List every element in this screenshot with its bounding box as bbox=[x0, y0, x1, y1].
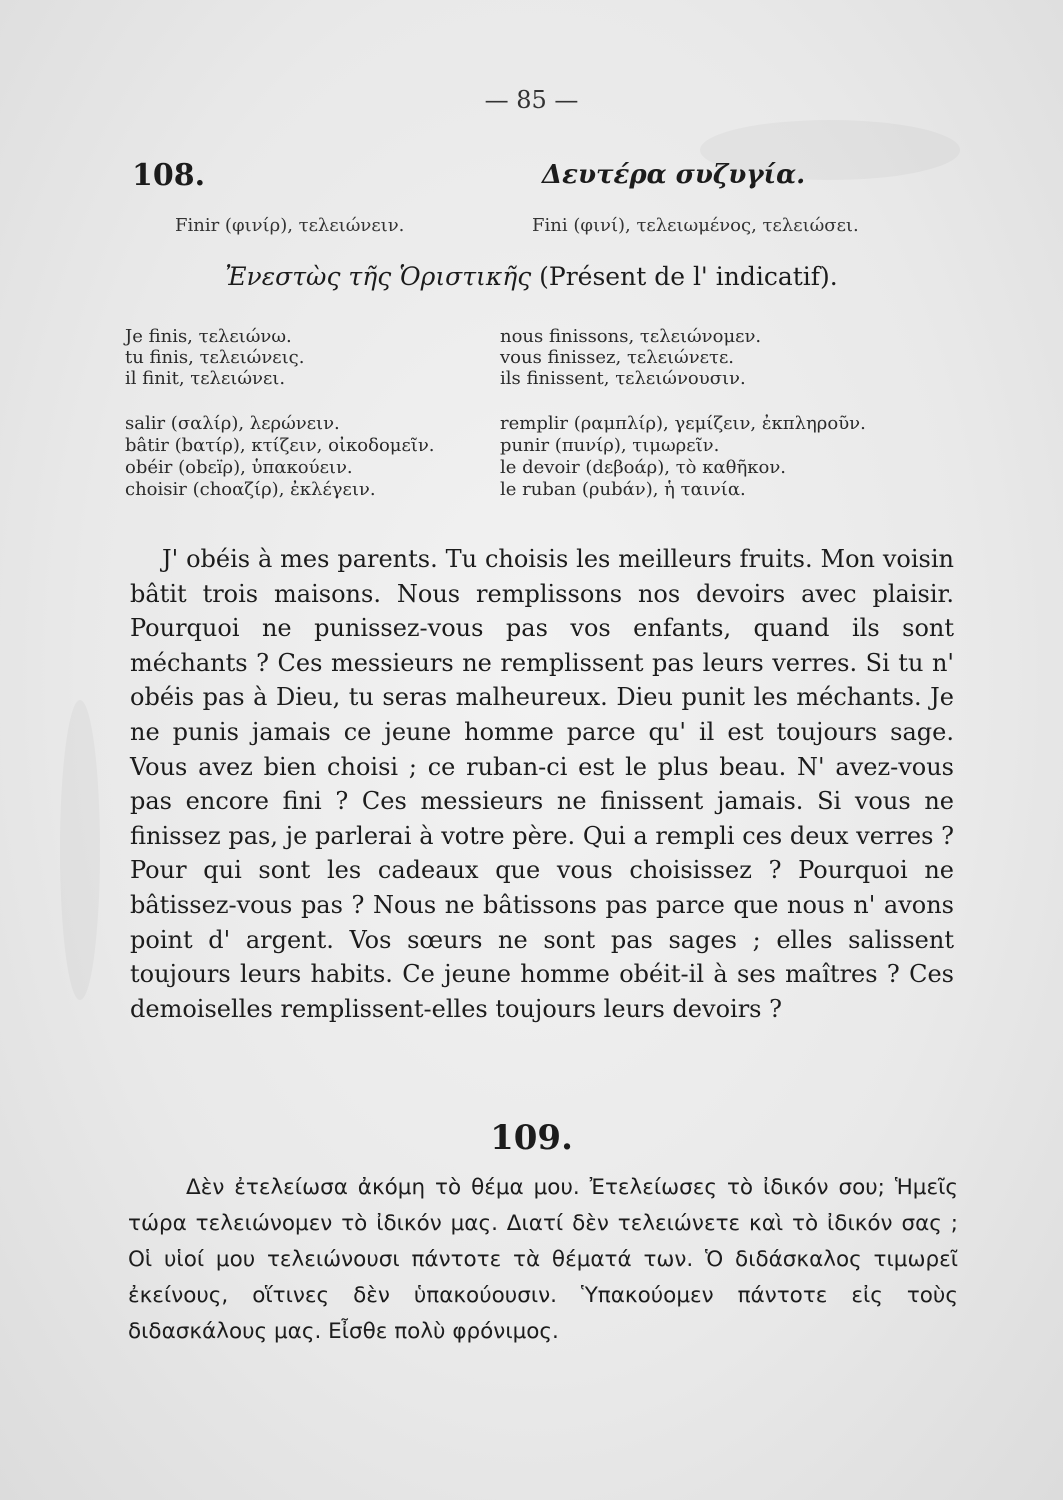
vocab-entry: le ruban (ρubάν), ἡ ταινία. bbox=[500, 479, 746, 500]
page-number: — 85 — bbox=[484, 86, 579, 114]
section-number-109: 109. bbox=[490, 1118, 573, 1158]
conjugation-line: tu finis, τελειώνεις. bbox=[125, 347, 305, 368]
section-title: Δευτέρα συζυγία. bbox=[542, 160, 806, 190]
tense-greek: Ἐνεστὼς τῆς Ὁριστικῆς bbox=[225, 262, 532, 291]
exercise-paragraph: J' obéis à mes parents. Tu choisis les meilleurs fruits. Mon voisin bâtit trois maisons. Nous remplissons nos devoirs avec plaisir. Pourquoi ne punissez-vous pas vos enfants, quand ils sont méchants ? Ces messieurs ne remplissent pas leurs verres. Si tu n' obéis pas à Dieu, tu seras malheureux. Dieu punit les méchants. Je ne punis jamais ce jeune homme parce qu' il est toujours sage. Vous avez bien choisi ; ce ruban-ci est le plus beau. N' avez-vous pas encore fini ? Ces messieurs ne finissent jamais. Si vous ne finissez pas, je parlerai à votre père. Qui a rempli ces deux verres ? Pour qui sont les cadeaux que vous choisissez ? Pourquoi ne bâtissez-vous pas ? Nous ne bâtissons pas parce que nous n' avons point d' argent. Vos sœurs ne sont pas sages ; elles salissent toujours leurs habits. Ce jeune homme obéit-il à ses maîtres ? Ces demoiselles remplissent-elles toujours leurs devoirs ? bbox=[130, 545, 954, 1023]
participle: Fini (φινί), τελειωμένος, τελειώσει. bbox=[532, 215, 859, 236]
vocab-entry: salir (σαλίρ), λερώνειν. bbox=[125, 413, 340, 434]
tense-heading bbox=[0, 262, 1063, 291]
vocab-entry: bâtir (bατίρ), κτίζειν, οἰκοδομεῖν. bbox=[125, 435, 435, 456]
conjugation-line: il finit, τελειώνει. bbox=[125, 368, 286, 389]
section-number: 108. bbox=[132, 158, 206, 193]
greek-paragraph: Δὲν ἐτελείωσα ἀκόμη τὸ θέμα μου. Ἐτελείωσες τὸ ἰδικόν σου; Ἡμεῖς τώρα τελειώνομεν τὸ ἰδικόν μας. Διατί δὲν τελειώνετε καὶ τὸ ἰδικόν σας ; Οἱ υἱοί μου τελειώνουσι πάντοτε τὰ θέματά των. Ὁ διδάσκαλος τιμωρεῖ ἐκείνους, οἵτινες δὲν ὑπακούουσιν. Ὑπακούομεν πάντοτε εἰς τοὺς διδασκάλους μας. Εἶσθε πολὺ φρόνιμος. bbox=[128, 1175, 958, 1344]
conjugation-line: vous finissez, τελειώνετε. bbox=[500, 347, 734, 368]
greek-exercise bbox=[128, 1170, 958, 1350]
infinitive: Finir (φινίρ), τελειώνειν. bbox=[175, 215, 405, 236]
conjugation-line: Je finis, τελειώνω. bbox=[125, 326, 292, 347]
vocab-entry: le devoir (dεβοάρ), τὸ καθῆκον. bbox=[500, 457, 787, 478]
vocab-entry: obéir (obεїρ), ὑπακούειν. bbox=[125, 457, 353, 478]
vocab-entry: punir (πuνίρ), τιμωρεῖν. bbox=[500, 435, 720, 456]
page-stain bbox=[60, 700, 100, 1000]
vocabulary-left bbox=[125, 413, 435, 501]
conjugation-singular bbox=[125, 326, 304, 389]
french-exercise bbox=[130, 542, 954, 1026]
vocab-entry: choisir (choαζίρ), ἐκλέγειν. bbox=[125, 479, 376, 500]
vocab-entry: remplir (ραμπλίρ), γεμίζειν, ἐκπληροῦν. bbox=[500, 413, 866, 434]
conjugation-line: nous finissons, τελειώνομεν. bbox=[500, 326, 762, 347]
conjugation-line: ils finissent, τελειώνουσιν. bbox=[500, 368, 746, 389]
conjugation-plural bbox=[500, 326, 761, 389]
vocabulary-right bbox=[500, 413, 866, 501]
section-heading bbox=[132, 158, 952, 198]
tense-french: (Présent de l' indicatif). bbox=[539, 262, 838, 291]
